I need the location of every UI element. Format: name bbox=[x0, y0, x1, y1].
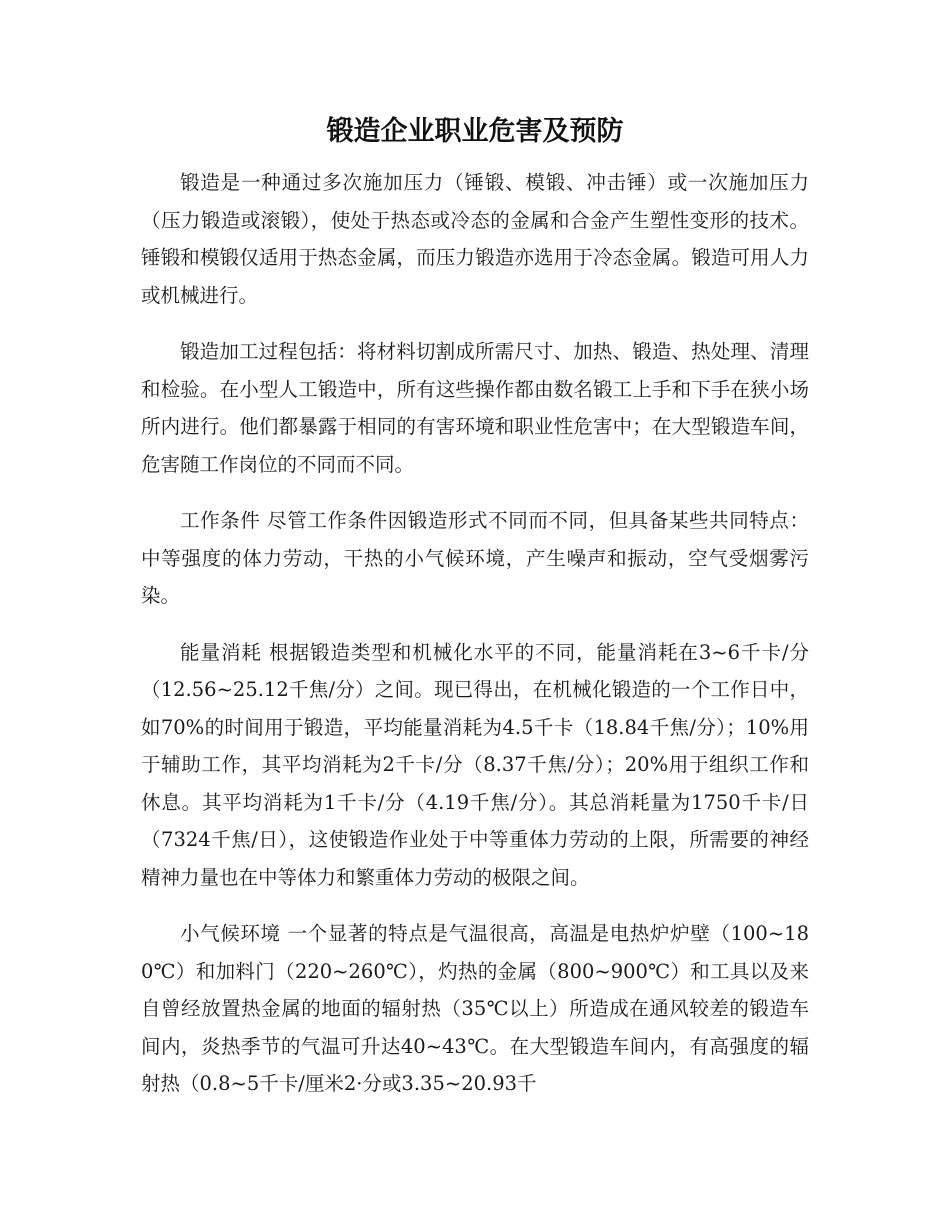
paragraph-working-conditions: 工作条件 尽管工作条件因锻造形式不同而不同，但具备某些共同特点：中等强度的体力劳动，干热的小气候环境，产生噪声和振动，空气受烟雾污染。 bbox=[141, 509, 809, 607]
paragraph-forging-definition: 锻造是一种通过多次施加压力（锤锻、模锻、冲击锤）或一次施加压力（压力锻造或滚锻），使处于热态或冷态的金属和合金产生塑性变形的技术。锤锻和模锻仅适用于热态金属，而压力锻造亦选用于冷态金属。锻造可用人力或机械进行。 bbox=[141, 171, 809, 307]
paragraph-forging-process: 锻造加工过程包括：将材料切割成所需尺寸、加热、锻造、热处理、清理和检验。在小型人工锻造中，所有这些操作都由数名锻工上手和下手在狭小场所内进行。他们都暴露于相同的有害环境和职业性危害中；在大型锻造车间，危害随工作岗位的不同而不同。 bbox=[141, 340, 809, 476]
paragraph-energy-consumption: 能量消耗 根据锻造类型和机械化水平的不同，能量消耗在3~6千卡/分（12.56~25.12千焦/分）之间。现已得出，在机械化锻造的一个工作日中，如70%的时间用于锻造，平均能量消耗为4.5千卡（18.84千焦/分）；10%用于辅助工作，其平均消耗为2千卡/分（8.37千焦/分）；20%用于组织工作和休息。其平均消耗为1千卡/分（4.19千焦/分）。其总消耗量为1750千卡/日（7324千焦/日），这使锻造作业处于中等重体力劳动的上限，所需要的神经精神力量也在中等体力和繁重体力劳动的极限之间。 bbox=[141, 640, 809, 889]
document-title: 锻造企业职业危害及预防 bbox=[326, 116, 624, 147]
paragraph-microclimate: 小气候环境 一个显著的特点是气温很高，高温是电热炉炉壁（100~180℃）和加料门（220~260℃），灼热的金属（800~900℃）和工具以及来自曾经放置热金属的地面的辐射热（35℃以上）所造成在通风较差的锻造车间内，炎热季节的气温可升达40~43℃。在大型锻造车间内，有高强度的辐射热（0.8~5千卡/厘米2·分或3.35~20.93千 bbox=[141, 922, 809, 1095]
document-body bbox=[141, 164, 809, 1122]
